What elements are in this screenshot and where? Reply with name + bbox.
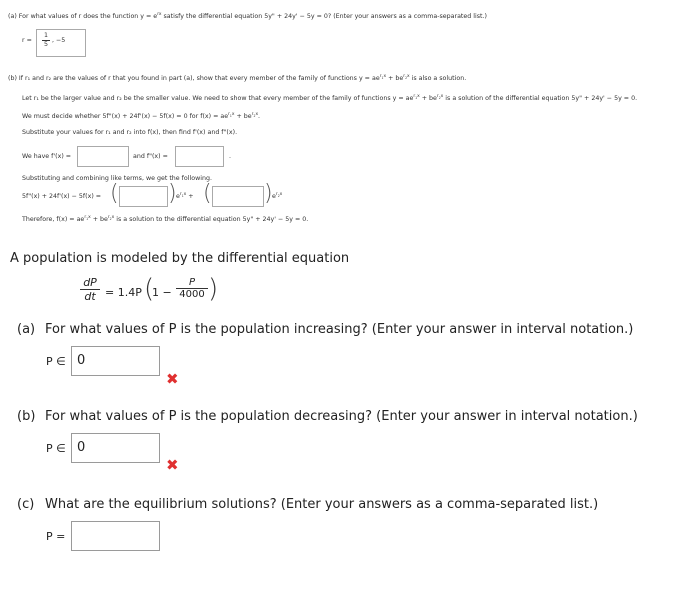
- fdoubleprime-input[interactable]: [175, 146, 224, 167]
- exp-dec-r1x: r1x: [228, 111, 235, 118]
- logistic-equation: [80, 276, 220, 310]
- exp-let-r1x: r1x: [413, 93, 420, 100]
- r-answer-tail: , −5: [52, 37, 66, 44]
- exp-th-r2x: r2x: [107, 214, 115, 221]
- qc-text: What are the equilibrium solutions? (Enter your answers as a comma-separated list.): [45, 497, 599, 512]
- exp-let-r2x: r2x: [436, 93, 444, 100]
- dP: dP: [80, 276, 100, 290]
- therefore-line: Therefore, $f(x) = ae^{r_1x} + be^{r_2x}$ is a solution to the differential equation 5y" + 24y' − 5y = 0.: [22, 214, 309, 223]
- qb-var: P ∈: [46, 442, 66, 455]
- qb-text: For what values of P is the population decreasing? (Enter your answer in interval notation.): [45, 409, 638, 424]
- small-let-text: Let r₁ be the larger value and r₂ be the smaller value. We need to show that every member of the family of functions y = ae: [22, 95, 414, 102]
- small-question-a-exp: rx: [157, 11, 162, 17]
- exp-th-r1x: r1x: [84, 214, 91, 221]
- small-question-b-intro-tail: is also a solution.: [409, 75, 467, 82]
- small-question-a-text: (a) For what values of r does the function y = e: [8, 13, 158, 20]
- paren-close-2: ): [264, 181, 273, 206]
- qa-answer-input[interactable]: 0: [71, 346, 160, 376]
- small-question-b-intro-text: (b) If r₁ and r₂ are the values of r that you found in part (a), show that every member of the family of functions y = ae: [8, 75, 380, 82]
- qa-text: For what values of P is the population increasing? (Enter your answer in interval notation.): [45, 322, 634, 337]
- qb-answer-input[interactable]: 0: [71, 433, 160, 463]
- P-over-K: [176, 277, 208, 300]
- combo-coef-2-input[interactable]: [212, 186, 264, 207]
- fprime-input[interactable]: [77, 146, 129, 167]
- paren-open-1: (: [110, 181, 119, 206]
- qa-label: (a): [17, 322, 36, 337]
- r-answer-box[interactable]: [36, 29, 86, 57]
- qb-incorrect-icon: ✖: [166, 456, 179, 474]
- combo-term-2: $e^{r_2x}$: [272, 191, 283, 200]
- qa-var: P ∈: [46, 355, 66, 368]
- qc-var: P =: [46, 530, 66, 543]
- combo-coef-1-input[interactable]: [119, 186, 168, 207]
- qc-answer-input[interactable]: [71, 521, 160, 551]
- small-let-line: Let r₁ be the larger value and r₂ be the smaller value. We need to show that every member of the family of functions $y = ae^{r_1x} + be^{r_2x}$ is a solution of the differential equation 5y" + 24y' − 5y = 0.: [22, 93, 638, 102]
- qa-incorrect-icon: ✖: [166, 370, 179, 388]
- qb-label: (b): [17, 409, 36, 424]
- eq-paren-close: ): [208, 274, 219, 304]
- small-question-b-intro: (b) If r₁ and r₂ are the values of r that you found in part (a), show that every member of the family of functions $y = ae^{r_1x} + be^{r_2x}$ is also a solution.: [8, 73, 467, 82]
- small-question-a: [8, 13, 487, 21]
- exp-r1x: r1x: [379, 73, 387, 80]
- P-numerator: P: [176, 277, 208, 289]
- small-substitute-line: Substitute your values for r₁ and r₂ into f(x), then find f'(x) and f"(x).: [22, 129, 238, 136]
- r-answer-denominator: 5: [43, 40, 48, 48]
- combo-term-1: $e^{r_1x}$ +: [176, 191, 194, 200]
- small-let-tail: is a solution of the differential equation 5y" + 24y' − 5y = 0.: [443, 95, 638, 102]
- coef-1-4P: = 1.4P: [105, 286, 142, 299]
- we-have-label: We have f'(x) =: [22, 153, 72, 160]
- and-f2-label: and f"(x) =: [133, 153, 168, 160]
- small-decide-line: We must decide whether 5f"(x) + 24f'(x) − 5f(x) = 0 for $f(x) = ae^{r_1x} + be^{r_2x}$.: [22, 111, 261, 120]
- K-denominator: 4000: [179, 289, 205, 300]
- combining-line: Substituting and combining like terms, we get the following.: [22, 175, 212, 182]
- period: .: [229, 153, 232, 160]
- one-minus: 1 −: [152, 286, 172, 299]
- dP-dt-fraction: [80, 276, 100, 303]
- population-intro: A population is modeled by the differential equation: [10, 251, 350, 266]
- exp-dec-r2x: r2x: [251, 111, 259, 118]
- therefore-text: Therefore, f(x) = ae: [22, 216, 85, 223]
- eq-paren-open: (: [144, 274, 155, 304]
- r-label: r =: [22, 37, 32, 44]
- exp-r2x: r2x: [403, 73, 410, 80]
- paren-close-1: ): [168, 181, 177, 206]
- combo-lhs: 5f"(x) + 24f'(x) − 5f(x) =: [22, 193, 102, 200]
- dt: dt: [84, 290, 96, 303]
- paren-open-2: (: [203, 181, 212, 206]
- r-answer-numerator: 1: [43, 32, 48, 39]
- qc-label: (c): [17, 497, 35, 512]
- small-question-a-tail: satisfy the differential equation 5y" + 24y' − 5y = 0? (Enter your answers as a comma-separated list.): [161, 13, 487, 20]
- small-decide-text: We must decide whether 5f"(x) + 24f'(x) − 5f(x) = 0 for f(x) = ae: [22, 113, 229, 120]
- therefore-tail: is a solution to the differential equation 5y" + 24y' − 5y = 0.: [114, 216, 309, 223]
